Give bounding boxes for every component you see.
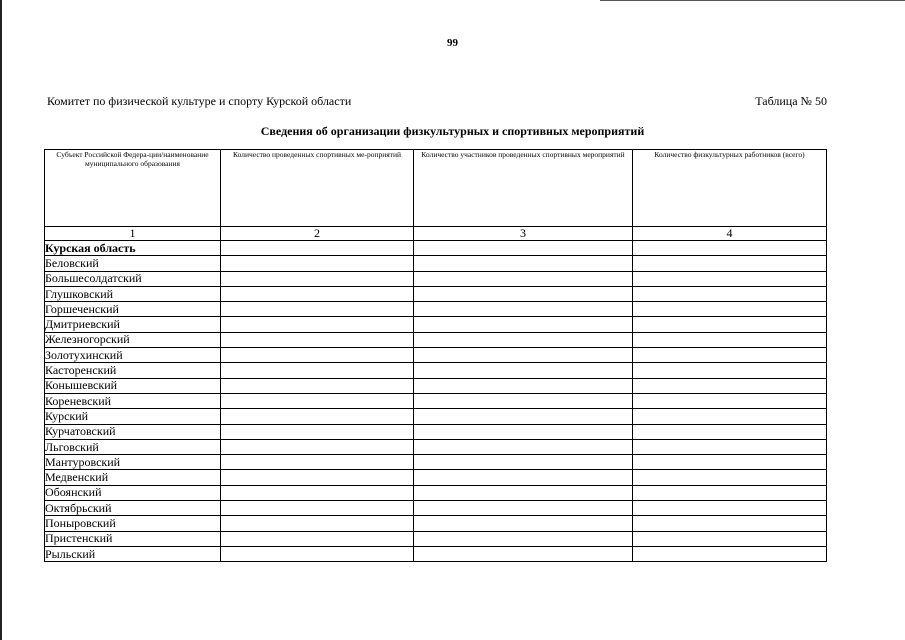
column-number: 4 [633,227,827,241]
table-number: Таблица № 50 [755,94,827,108]
row-label: Железногорский [45,332,221,347]
table-row [45,271,827,286]
empty-cell [633,317,827,332]
empty-cell [633,531,827,546]
row-label: Льговский [45,439,221,454]
table-row [45,516,827,531]
column-header-participants-count: Количество участников проведенных спортивных мероприятий [414,150,633,227]
table-row [45,363,827,378]
empty-cell [414,241,633,256]
table-row [45,501,827,516]
row-label: Мантуровский [45,455,221,470]
header-row [45,150,827,227]
row-label: Касторенский [45,363,221,378]
table-row [45,546,827,561]
table-row [45,317,827,332]
empty-cell [221,271,414,286]
table-row [45,348,827,363]
empty-cell [221,363,414,378]
empty-cell [633,485,827,500]
empty-cell [633,348,827,363]
column-header-events-count: Количество проведенных спортивных ме-роприятий [221,150,414,227]
empty-cell [221,455,414,470]
row-label: Рыльский [45,546,221,561]
row-label: Курский [45,409,221,424]
empty-cell [633,470,827,485]
empty-cell [221,302,414,317]
row-label: Дмитриевский [45,317,221,332]
empty-cell [633,424,827,439]
table-row [45,470,827,485]
table-row [45,378,827,393]
empty-cell [633,302,827,317]
empty-cell [633,455,827,470]
empty-cell [221,409,414,424]
row-label: Поныровский [45,516,221,531]
empty-cell [414,286,633,301]
empty-cell [221,393,414,408]
empty-cell [221,485,414,500]
empty-cell [633,516,827,531]
empty-cell [221,531,414,546]
table-row [45,286,827,301]
row-label: Горшеченский [45,302,221,317]
empty-cell [414,317,633,332]
table-row [45,531,827,546]
empty-cell [221,348,414,363]
table-row [45,409,827,424]
table-row [45,302,827,317]
row-label: Октябрьский [45,501,221,516]
empty-cell [633,241,827,256]
empty-cell [633,439,827,454]
empty-cell [221,241,414,256]
empty-cell [221,332,414,347]
column-number: 2 [221,227,414,241]
empty-cell [414,271,633,286]
empty-cell [221,424,414,439]
empty-cell [414,455,633,470]
empty-cell [414,378,633,393]
row-label: Кореневский [45,393,221,408]
empty-cell [633,501,827,516]
empty-cell [221,256,414,271]
empty-cell [633,378,827,393]
column-header-staff-count: Количество физкультурных работников (всего) [633,150,827,227]
table-row [45,439,827,454]
empty-cell [221,501,414,516]
organization-name: Комитет по физической культуре и спорту Курской области [47,94,352,108]
empty-cell [414,485,633,500]
column-number-row [45,227,827,241]
empty-cell [414,393,633,408]
empty-cell [414,424,633,439]
page-edge-left [0,0,2,640]
empty-cell [414,363,633,378]
empty-cell [221,378,414,393]
column-number: 1 [45,227,221,241]
row-label: Конышевский [45,378,221,393]
empty-cell [414,516,633,531]
page-edge-top [600,0,905,1]
empty-cell [414,439,633,454]
empty-cell [414,348,633,363]
empty-cell [414,531,633,546]
statistics-table [44,149,827,562]
empty-cell [633,393,827,408]
table-row [45,455,827,470]
empty-cell [633,546,827,561]
empty-cell [414,302,633,317]
document-title: Сведения об организации физкультурных и спортивных мероприятий [260,124,645,138]
table-row-region-total [45,241,827,256]
page-number: 99 [447,37,458,49]
empty-cell [633,256,827,271]
row-label: Пристенский [45,531,221,546]
empty-cell [221,286,414,301]
empty-cell [414,470,633,485]
column-number: 3 [414,227,633,241]
table-row [45,393,827,408]
empty-cell [414,409,633,424]
empty-cell [633,409,827,424]
empty-cell [221,317,414,332]
table-row [45,424,827,439]
column-header-region: Субъект Российской Федера-ции/наименование муниципального образования [45,150,221,227]
empty-cell [633,286,827,301]
row-label: Глушковский [45,286,221,301]
row-label: Курская область [45,241,221,256]
empty-cell [633,363,827,378]
empty-cell [221,516,414,531]
row-label: Курчатовский [45,424,221,439]
empty-cell [221,546,414,561]
empty-cell [221,470,414,485]
table-row [45,256,827,271]
empty-cell [414,256,633,271]
empty-cell [221,439,414,454]
empty-cell [414,501,633,516]
row-label: Обоянский [45,485,221,500]
row-label: Золотухинский [45,348,221,363]
empty-cell [414,546,633,561]
table-row [45,485,827,500]
empty-cell [633,332,827,347]
empty-cell [633,271,827,286]
row-label: Большесолдатский [45,271,221,286]
table-row [45,332,827,347]
row-label: Беловский [45,256,221,271]
row-label: Медвенский [45,470,221,485]
empty-cell [414,332,633,347]
